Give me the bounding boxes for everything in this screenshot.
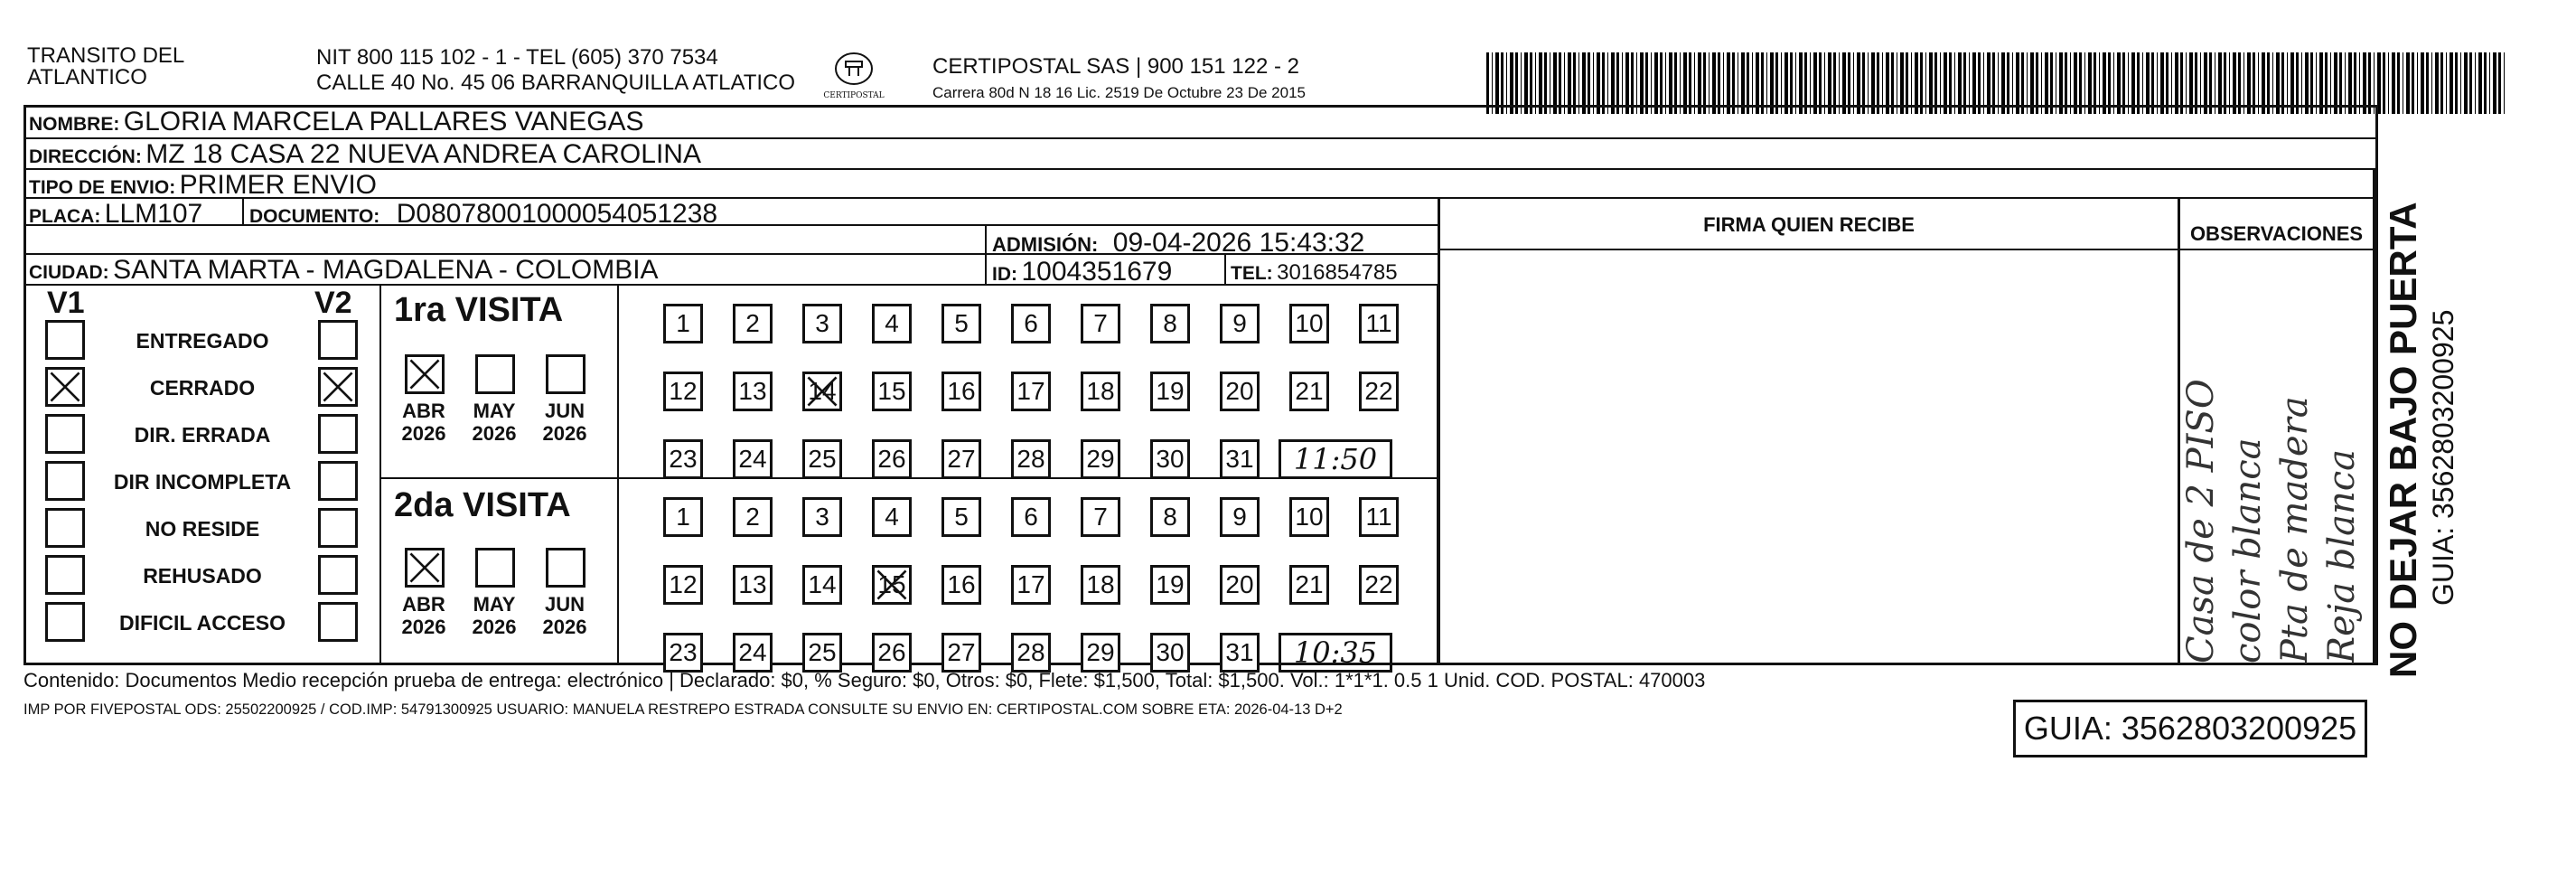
tel-label: TEL:: [1231, 263, 1273, 284]
v2-label: V2: [314, 286, 352, 320]
logo-icon: [833, 51, 875, 87]
guia-box: [2013, 700, 2367, 757]
contenido-text: Contenido: Documentos Medio recepción prueba de entrega: electrónico | Declarado: $0, % Seguro: $0, Otros: $0, Flete: $1,500, Total: $1,500. Vol.: 1*1*1. 0.5 1 Unid. COD. POSTAL: 470003: [23, 669, 1706, 692]
first-visit-day-box[interactable]: 23: [663, 439, 703, 479]
second-visit-title: 2da VISITA: [394, 486, 571, 524]
second-visit-day-box[interactable]: 30: [1150, 633, 1190, 673]
placa-cell: [29, 199, 202, 230]
v1-label: V1: [47, 286, 85, 320]
carrier-line: CERTIPOSTAL SAS | 900 151 122 - 2: [932, 54, 1299, 79]
first-visit-month-label: ABR 2026: [401, 400, 446, 445]
status-label: DIR INCOMPLETA: [113, 470, 292, 494]
second-visit-day-box[interactable]: 18: [1081, 565, 1120, 605]
status-label: REHUSADO: [143, 564, 262, 588]
second-visit-month-box[interactable]: [546, 548, 585, 588]
second-visit-day-box[interactable]: 6: [1011, 497, 1051, 537]
second-visit-day-box[interactable]: 5: [941, 497, 981, 537]
direccion-row: [29, 139, 701, 170]
second-visit-month-box[interactable]: [405, 548, 445, 588]
first-visit-time[interactable]: 11:50: [1279, 439, 1392, 479]
admision-label: ADMISIÓN:: [992, 233, 1099, 256]
second-visit-day-box[interactable]: 21: [1289, 565, 1329, 605]
second-visit-day-box[interactable]: 10: [1289, 497, 1329, 537]
second-visit-day-box[interactable]: 28: [1011, 633, 1051, 673]
obs-line-3: Pta de madera: [2274, 396, 2316, 663]
second-visit-month-box[interactable]: [475, 548, 515, 588]
first-visit-month-label: MAY 2026: [472, 400, 517, 445]
obs-line-4: Reja blanca: [2321, 448, 2363, 663]
second-visit-time[interactable]: 10:35: [1279, 633, 1392, 673]
obs-line-2: color blanca: [2227, 438, 2269, 663]
side-guia-text: GUIA: 3562803200925: [2427, 309, 2459, 606]
sender-name: [27, 45, 184, 89]
first-visit-title: 1ra VISITA: [394, 291, 564, 329]
observaciones-area: [2180, 251, 2373, 663]
second-visit-day-box[interactable]: 24: [733, 633, 773, 673]
tel-cell: [1231, 260, 1398, 286]
second-visit-day-box[interactable]: 4: [872, 497, 912, 537]
first-visit-day-box[interactable]: 7: [1081, 304, 1120, 343]
first-visit-day-box[interactable]: 17: [1011, 372, 1051, 411]
second-visit-day-box[interactable]: 19: [1150, 565, 1190, 605]
direccion-value: MZ 18 CASA 22 NUEVA ANDREA CAROLINA: [145, 139, 701, 169]
imp-text: IMP POR FIVEPOSTAL ODS: 25502200925 / COD.IMP: 54791300925 USUARIO: MANUELA RESTREPO ESTRADA CONSULTE SU ENVIO EN: CERTIPOSTAL.COM SOBRE ETA: 2026-04-13 D+2: [23, 701, 1343, 718]
ciudad-value: SANTA MARTA - MAGDALENA - COLOMBIA: [113, 255, 659, 285]
second-visit-day-box[interactable]: 14: [802, 565, 842, 605]
first-visit-day-box[interactable]: 31: [1220, 439, 1260, 479]
documento-cell: [249, 199, 717, 230]
sender-line2: ATLANTICO: [27, 65, 147, 89]
second-visit-day-box[interactable]: 22: [1359, 565, 1399, 605]
second-visit-day-box[interactable]: 9: [1220, 497, 1260, 537]
certipostal-logo: [818, 51, 890, 100]
first-visit-day-box[interactable]: 22: [1359, 372, 1399, 411]
nombre-row: [29, 107, 644, 137]
first-visit-day-box[interactable]: 14: [802, 372, 842, 411]
documento-label: DOCUMENTO:: [249, 206, 380, 227]
tipo-label: TIPO DE ENVIO:: [29, 177, 176, 198]
first-visit-day-box[interactable]: 27: [941, 439, 981, 479]
first-visit-month-label: JUN 2026: [542, 400, 587, 445]
second-visit-day-box[interactable]: 31: [1220, 633, 1260, 673]
first-visit-day-box[interactable]: 1: [663, 304, 703, 343]
second-visit-month-label: JUN 2026: [542, 593, 587, 638]
second-visit-day-box[interactable]: 3: [802, 497, 842, 537]
status-label: DIR. ERRADA: [134, 423, 271, 447]
second-visit-day-box[interactable]: 13: [733, 565, 773, 605]
second-visit-day-box[interactable]: 7: [1081, 497, 1120, 537]
first-visit-day-box[interactable]: 29: [1081, 439, 1120, 479]
placa-value: LLM107: [104, 199, 203, 229]
guia-box-text: GUIA: 3562803200925: [2023, 710, 2357, 747]
first-visit-month-box[interactable]: [405, 354, 445, 394]
first-visit-day-box[interactable]: 6: [1011, 304, 1051, 343]
signature-area[interactable]: [1440, 251, 2178, 663]
carrier-address: Carrera 80d N 18 16 Lic. 2519 De Octubre 23 De 2015: [932, 84, 1306, 101]
second-visit-day-box[interactable]: 15: [872, 565, 912, 605]
placa-label: PLACA:: [29, 206, 101, 227]
first-visit-day-box[interactable]: 24: [733, 439, 773, 479]
second-visit-day-box[interactable]: 16: [941, 565, 981, 605]
second-visit-day-box[interactable]: 1: [663, 497, 703, 537]
second-visit-day-box[interactable]: 20: [1220, 565, 1260, 605]
tipo-row: [29, 170, 377, 201]
first-visit-day-box[interactable]: 15: [872, 372, 912, 411]
documento-value: D08078001000054051238: [396, 199, 718, 229]
second-visit-day-box[interactable]: 12: [663, 565, 703, 605]
ciudad-label: CIUDAD:: [29, 262, 109, 283]
id-cell: [992, 257, 1172, 287]
sender-info: [316, 47, 795, 94]
first-visit-day-box[interactable]: 5: [941, 304, 981, 343]
first-visit-day-box[interactable]: 3: [802, 304, 842, 343]
sender-address: CALLE 40 No. 45 06 BARRANQUILLA ATLATICO: [316, 71, 796, 95]
status-label: DIFICIL ACCESO: [118, 611, 286, 635]
logo-text: CERTIPOSTAL: [823, 91, 885, 100]
second-visit-day-box[interactable]: 29: [1081, 633, 1120, 673]
second-visit-day-box[interactable]: 8: [1150, 497, 1190, 537]
first-visit-day-box[interactable]: 4: [872, 304, 912, 343]
second-visit-day-box[interactable]: 25: [802, 633, 842, 673]
second-visit-day-box[interactable]: 17: [1011, 565, 1051, 605]
first-visit-day-box[interactable]: 8: [1150, 304, 1190, 343]
second-visit-day-box[interactable]: 2: [733, 497, 773, 537]
id-label: ID:: [992, 264, 1017, 285]
first-visit-month-box[interactable]: [546, 354, 585, 394]
first-visit-day-box[interactable]: 21: [1289, 372, 1329, 411]
first-visit-day-box[interactable]: 10: [1289, 304, 1329, 343]
observaciones-header: OBSERVACIONES: [2189, 222, 2364, 245]
obs-line-1: Casa de 2 PISO: [2180, 379, 2222, 663]
status-label: ENTREGADO: [136, 329, 269, 353]
second-visit-day-box[interactable]: 23: [663, 633, 703, 673]
first-visit-day-box[interactable]: 11: [1359, 304, 1399, 343]
first-visit-day-box[interactable]: 30: [1150, 439, 1190, 479]
second-visit-day-box[interactable]: 11: [1359, 497, 1399, 537]
first-visit-day-box[interactable]: 16: [941, 372, 981, 411]
first-visit-day-box[interactable]: 12: [663, 372, 703, 411]
no-dejar-text: NO DEJAR BAJO PUERTA: [2382, 202, 2424, 678]
sender-line1: TRANSITO DEL: [27, 43, 185, 68]
first-visit-day-box[interactable]: 20: [1220, 372, 1260, 411]
first-visit-day-box[interactable]: 2: [733, 304, 773, 343]
first-visit-day-box[interactable]: 13: [733, 372, 773, 411]
carrier-info: [932, 54, 1306, 101]
second-visit-day-box[interactable]: 27: [941, 633, 981, 673]
first-visit-month-box[interactable]: [475, 354, 515, 394]
tipo-value: PRIMER ENVIO: [179, 170, 378, 200]
first-visit-day-box[interactable]: 18: [1081, 372, 1120, 411]
first-visit-day-box[interactable]: 26: [872, 439, 912, 479]
admision-cell: [992, 228, 1364, 259]
status-label: CERRADO: [149, 376, 256, 400]
firma-header: FIRMA QUIEN RECIBE: [1703, 213, 1915, 236]
second-visit-month-label: ABR 2026: [401, 593, 446, 638]
first-visit-day-box[interactable]: 28: [1011, 439, 1051, 479]
first-visit-day-box[interactable]: 19: [1150, 372, 1190, 411]
direccion-label: DIRECCIÓN:: [29, 146, 142, 167]
nombre-value: GLORIA MARCELA PALLARES VANEGAS: [123, 107, 644, 136]
nombre-label: NOMBRE:: [29, 114, 120, 135]
second-visit-day-box[interactable]: 26: [872, 633, 912, 673]
tel-value: 3016854785: [1277, 260, 1398, 285]
admision-value: 09-04-2026 15:43:32: [1112, 228, 1365, 258]
nit-line: NIT 800 115 102 - 1 - TEL (605) 370 7534: [316, 45, 718, 70]
ciudad-row: [29, 255, 659, 286]
first-visit-day-box[interactable]: 9: [1220, 304, 1260, 343]
status-label: NO RESIDE: [145, 517, 260, 541]
first-visit-day-box[interactable]: 25: [802, 439, 842, 479]
second-visit-month-label: MAY 2026: [472, 593, 517, 638]
id-value: 1004351679: [1021, 257, 1173, 287]
